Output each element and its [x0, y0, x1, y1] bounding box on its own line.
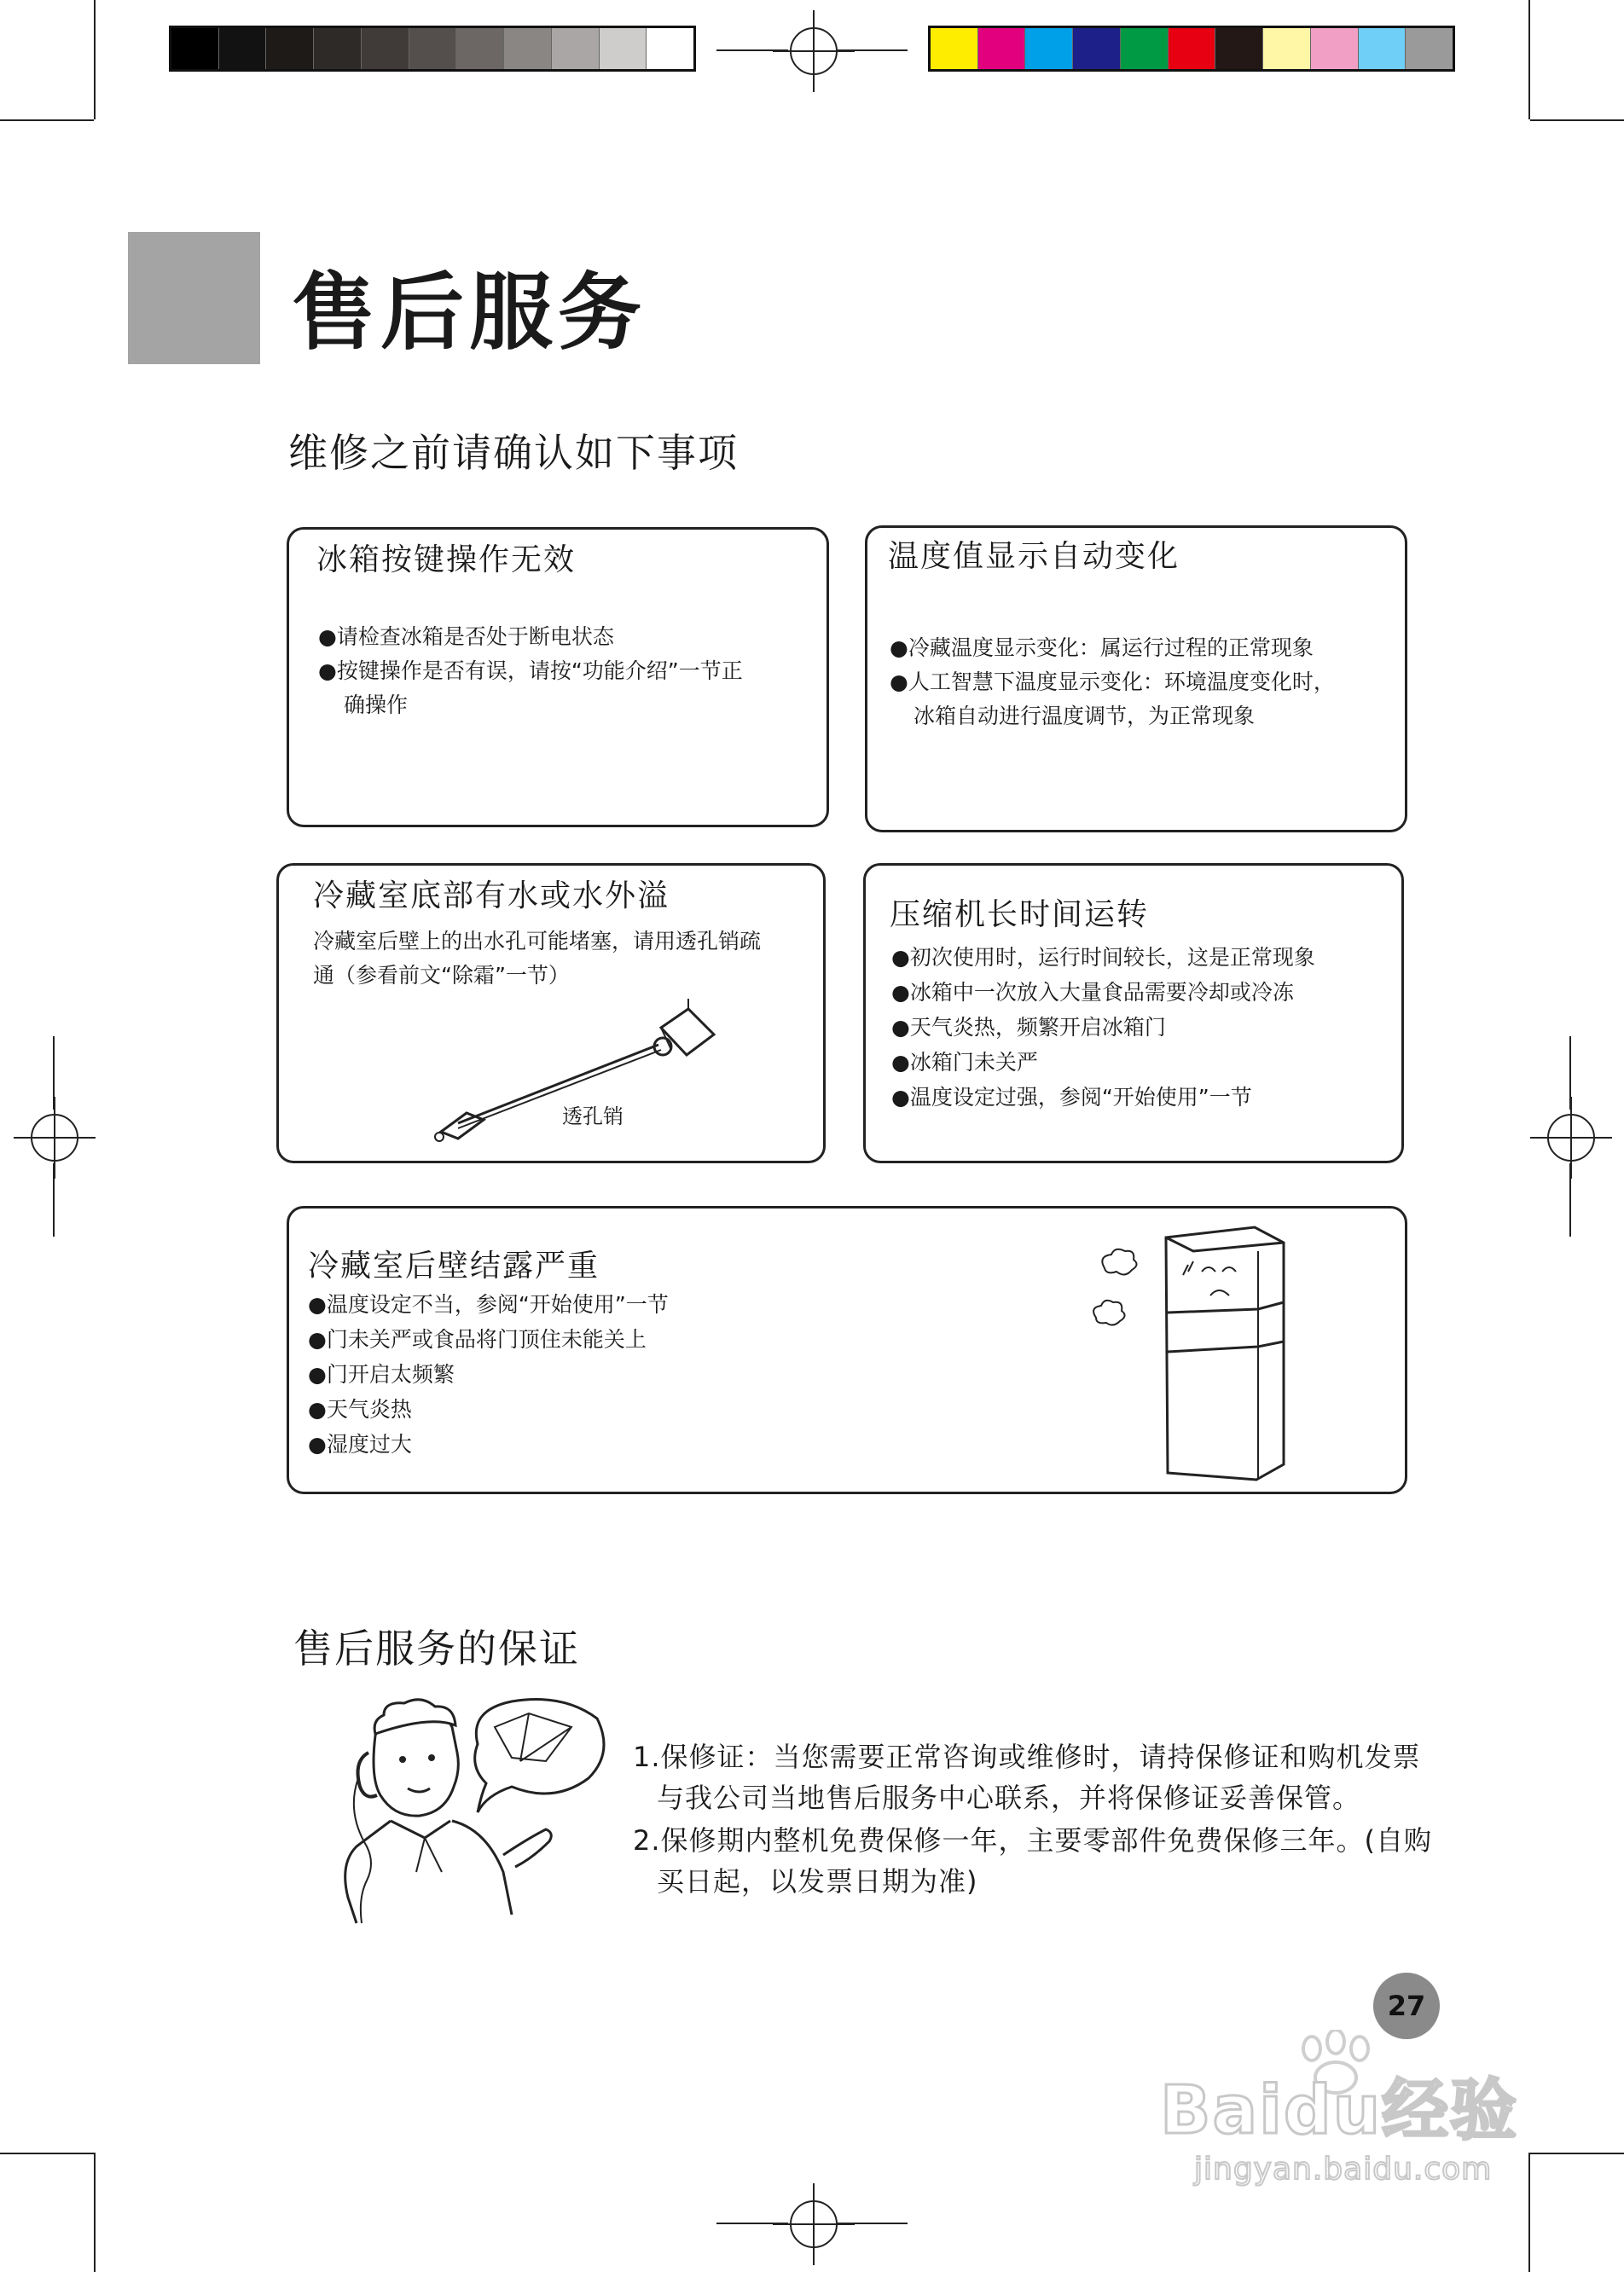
list-item: ●初次使用时，运行时间较长，这是正常现象: [891, 945, 1315, 970]
card-title: 冷藏室后壁结露严重: [308, 1249, 600, 1284]
watermark-url: jingyan.baidu.com: [1194, 2152, 1493, 2187]
crop-mark: [0, 119, 94, 121]
section-title-check: 维修之前请确认如下事项: [288, 430, 739, 476]
color-swatch: [931, 28, 978, 69]
card-text: 冷藏室后壁上的出水孔可能堵塞，请用透孔销疏: [313, 929, 762, 953]
crop-mark: [0, 2153, 94, 2154]
crop-mark: [836, 49, 908, 51]
color-swatch: [171, 28, 219, 69]
color-swatch: [314, 28, 362, 69]
color-swatch: [647, 28, 693, 69]
color-bar: [928, 26, 1455, 72]
color-swatch: [456, 28, 504, 69]
color-swatch: [362, 28, 409, 69]
list-item: ●天气炎热，频繁开启冰箱门: [891, 1015, 1166, 1040]
section-title-guarantee: 售后服务的保证: [293, 1626, 580, 1672]
card-dew: [287, 1206, 1407, 1494]
card-buttons: [287, 527, 829, 827]
registration-mark-right: [1547, 1114, 1595, 1162]
crop-mark: [94, 2153, 96, 2272]
color-swatch: [409, 28, 457, 69]
guarantee-line: 与我公司当地售后服务中心联系，并将保修证妥善保管。: [657, 1782, 1361, 1814]
guarantee-line: 2.保修期内整机免费保修一年，主要零部件免费保修三年。(自购: [633, 1824, 1433, 1857]
list-item: ●天气炎热: [308, 1397, 412, 1422]
header-block: [128, 232, 260, 364]
grayscale-bar: [169, 26, 696, 72]
crop-mark: [1569, 1036, 1571, 1110]
page-title: 售后服务: [292, 264, 647, 362]
list-item: ●请检查冰箱是否处于断电状态: [318, 624, 614, 649]
color-swatch: [1169, 28, 1216, 69]
list-item: ●门未关严或食品将门顶住未能关上: [308, 1327, 647, 1352]
baidu-watermark: [1160, 2030, 1535, 2187]
crop-mark: [716, 2223, 788, 2224]
card-compressor: [863, 863, 1404, 1163]
refrigerator-illustration: [1074, 1217, 1330, 1490]
page-number-badge: 27: [1373, 1973, 1440, 2039]
card-temperature: [865, 525, 1407, 832]
crop-mark: [716, 49, 788, 51]
guarantee-line: 买日起，以发票日期为准): [657, 1865, 978, 1898]
watermark-brand: Baidu经验: [1160, 2072, 1519, 2149]
color-swatch: [266, 28, 314, 69]
list-item: ●冰箱中一次放入大量食品需要冷却或冷冻: [891, 980, 1294, 1005]
color-swatch: [1359, 28, 1406, 69]
list-item: ●按键操作是否有误，请按“功能介绍”一节正: [318, 658, 743, 683]
card-title: 温度值显示自动变化: [888, 539, 1180, 574]
registration-mark-top: [790, 27, 838, 75]
card-text: 通（参看前文“除霜”一节）: [313, 963, 570, 988]
list-item: ●温度设定不当，参阅“开始使用”一节: [308, 1292, 669, 1317]
color-swatch: [1073, 28, 1121, 69]
list-item: ●人工智慧下温度显示变化：环境温度变化时，: [890, 669, 1335, 694]
service-man-phone-illustration: [324, 1693, 614, 1932]
card-water: [276, 863, 826, 1163]
color-swatch: [978, 28, 1026, 69]
color-swatch: [1121, 28, 1169, 69]
registration-mark-bottom: [790, 2200, 838, 2248]
card-title: 冰箱按键操作无效: [316, 542, 577, 577]
crop-mark: [836, 2223, 908, 2224]
list-item: ●温度设定过强，参阅“开始使用”一节: [891, 1085, 1252, 1110]
color-swatch: [1406, 28, 1453, 69]
color-swatch: [1025, 28, 1073, 69]
list-item: ●冰箱门未关严: [891, 1050, 1038, 1075]
color-swatch: [219, 28, 267, 69]
crop-mark: [1528, 0, 1530, 119]
color-swatch: [1215, 28, 1263, 69]
list-item-continuation: 冰箱自动进行温度调节，为正常现象: [914, 704, 1256, 728]
list-item: ●冷藏温度显示变化：属运行过程的正常现象: [890, 635, 1314, 660]
color-swatch: [1263, 28, 1311, 69]
crop-mark: [94, 0, 96, 119]
color-swatch: [552, 28, 600, 69]
color-swatch: [600, 28, 647, 69]
tool-label: 透孔销: [562, 1104, 624, 1128]
card-title: 压缩机长时间运转: [890, 897, 1150, 932]
registration-mark-left: [31, 1114, 78, 1162]
crop-mark: [1530, 119, 1624, 121]
crop-mark: [1569, 1163, 1571, 1237]
guarantee-line: 1.保修证：当您需要正常咨询或维修时，请持保修证和购机发票: [633, 1741, 1421, 1773]
color-swatch: [1311, 28, 1359, 69]
list-item: ●湿度过大: [308, 1432, 412, 1457]
list-item: ●门开启太频繁: [308, 1362, 455, 1387]
card-title: 冷藏室底部有水或水外溢: [313, 878, 670, 913]
color-swatch: [504, 28, 552, 69]
crop-mark: [53, 1163, 55, 1237]
list-item-continuation: 确操作: [344, 693, 409, 717]
crop-mark: [53, 1036, 55, 1110]
crop-mark: [1530, 2153, 1624, 2154]
